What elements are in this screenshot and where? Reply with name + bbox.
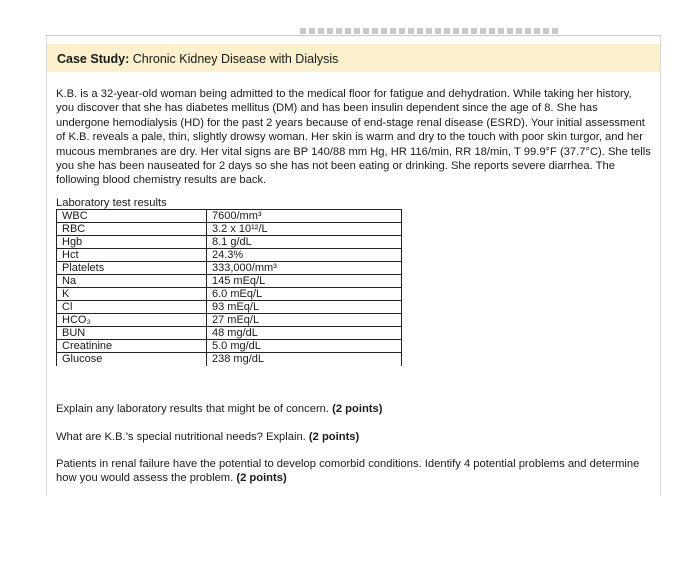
lab-test-value: 145 mEq/L [207, 275, 402, 288]
lab-row [57, 210, 402, 223]
question-1-points: (2 points) [332, 403, 383, 415]
lab-row [57, 236, 402, 249]
lab-row [57, 275, 402, 288]
lab-row [57, 223, 402, 236]
case-description: K.B. is a 32-year-old woman being admitted to the medical floor for fatigue and dehydration. While taking her history, you discover that she has diabetes mellitus (DM) and has been insulin dependent since the age of 8. She has undergone hemodialysis (HD) for the past 2 years because of end-stage renal disease (ESRD). Your initial assessment of K.B. reveals a pale, thin, slightly drowsy woman. Her skin is warm and dry to the touch with poor skin turgor, and her mucous membranes are dry. Her vital signs are BP 140/88 mm Hg, HR 116/min, RR 18/min, T 99.9°F (37.7°C). She tells you she has been nauseated for 2 days so she has not been eating or drinking. She reports severe diarrhea. The following blood chemistry results are back. [56, 88, 651, 187]
lab-test-value: 48 mg/dL [207, 327, 402, 340]
lab-row [57, 340, 402, 353]
banner-label: Case Study: [57, 52, 130, 66]
lab-test-value: 24.3% [207, 249, 402, 262]
question-3-points: (2 points) [236, 472, 287, 485]
lab-test-name: BUN [57, 327, 207, 340]
lab-row [57, 353, 402, 366]
lab-test-value: 93 mEq/L [207, 301, 402, 314]
lab-row [57, 288, 402, 301]
lab-row [57, 327, 402, 340]
question-3-text: Patients in renal failure have the potential to develop comorbid conditions. Identify 4 potential problems and determine how you would assess the problem. [56, 458, 640, 485]
lab-row [57, 301, 402, 314]
question-2 [56, 430, 652, 444]
lab-results-table [56, 209, 402, 366]
lab-test-value: 333,000/mm³ [207, 262, 402, 275]
banner-title [57, 52, 338, 66]
lab-test-value: 27 mEq/L [207, 314, 402, 327]
lab-row [57, 262, 402, 275]
question-3 [56, 457, 652, 486]
lab-row [57, 314, 402, 327]
lab-test-value: 6.0 mEq/L [207, 288, 402, 301]
lab-test-value: 5.0 mg/dL [207, 340, 402, 353]
question-1 [56, 402, 652, 416]
lab-test-name: Na [57, 275, 207, 288]
lab-row [57, 249, 402, 262]
lab-test-name: HCO₃ [57, 314, 207, 327]
lab-test-value: 238 mg/dL [207, 353, 402, 366]
lab-test-value: 8.1 g/dL [207, 236, 402, 249]
question-2-text: What are K.B.’s special nutritional needs? Explain. [56, 431, 306, 443]
question-2-points: (2 points) [308, 431, 360, 443]
lab-test-name: RBC [57, 223, 207, 236]
lab-test-name: K [57, 288, 207, 301]
lab-test-name: Glucose [57, 353, 207, 366]
lab-test-name: Hct [57, 249, 207, 262]
lab-table-caption: Laboratory test results [56, 197, 167, 209]
clipped-header-text [300, 28, 560, 34]
lab-test-value: 7600/mm³ [207, 210, 402, 223]
lab-test-name: Hgb [57, 236, 207, 249]
case-study-banner [47, 44, 660, 72]
lab-test-name: Cl [57, 301, 207, 314]
lab-test-name: Platelets [57, 262, 207, 275]
banner-topic: Chronic Kidney Disease with Dialysis [132, 52, 339, 66]
lab-test-name: WBC [57, 210, 207, 223]
lab-test-value: 3.2 x 10¹²/L [207, 223, 402, 236]
lab-test-name: Creatinine [57, 340, 207, 353]
question-1-text: Explain any laboratory results that might be of concern. [56, 403, 329, 415]
